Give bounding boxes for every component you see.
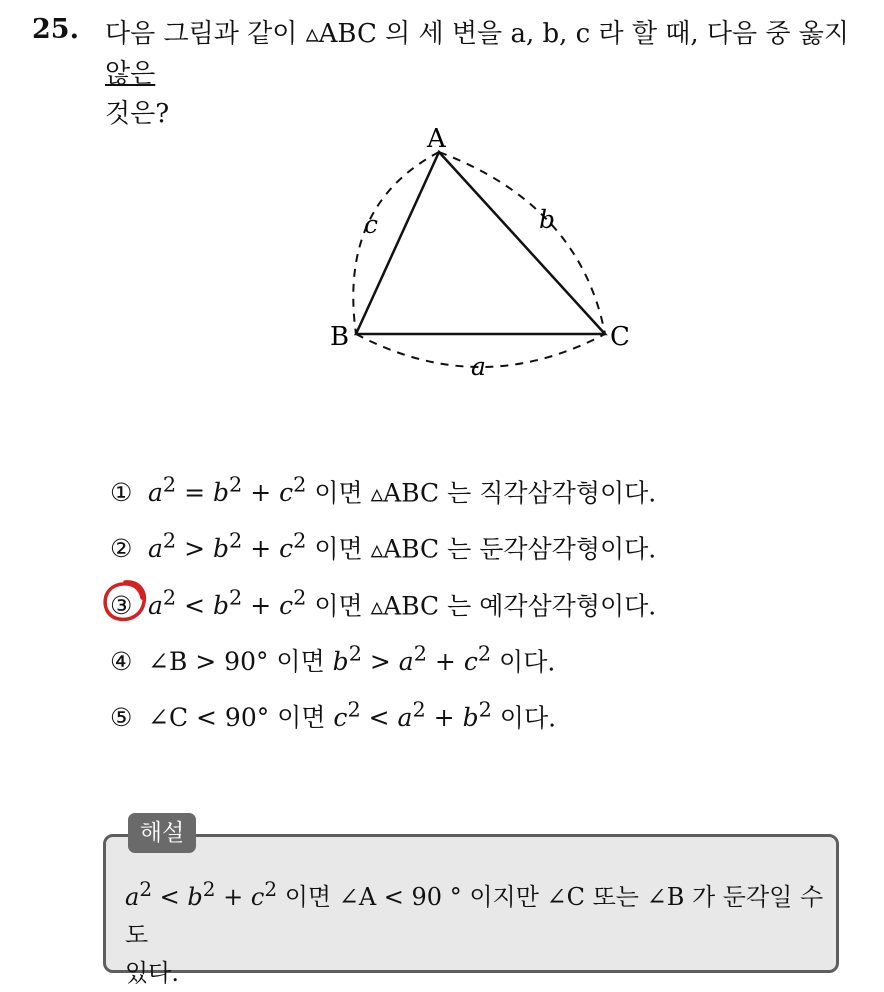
choice-number: ④	[110, 647, 133, 677]
triangle-abc	[356, 152, 605, 334]
choice-1[interactable]	[110, 473, 656, 509]
question-number: 25.	[32, 14, 79, 45]
choice-2[interactable]	[110, 529, 656, 565]
choice-number: ②	[110, 534, 133, 564]
choice-number: ③	[110, 591, 133, 621]
explanation-line-2: 있다.	[125, 959, 179, 987]
side-label-a: a	[471, 352, 486, 381]
choice-3[interactable]	[110, 586, 656, 622]
choice-formula: $a^2 > b^2 + c^2$	[148, 529, 307, 564]
vertex-label-b: B	[330, 322, 350, 352]
choice-text: 이면 ▵ABC 는 예각삼각형이다.	[306, 591, 657, 621]
choice-text: 이면 ▵ABC 는 둔각삼각형이다.	[306, 534, 657, 564]
choice-number: ①	[110, 478, 133, 508]
choice-number: ⑤	[110, 703, 133, 733]
choice-formula: ∠B > 90° 이면 $b^2 > a^2 + c^2$	[148, 642, 492, 677]
answer-circle-mark	[101, 578, 149, 624]
choice-formula: $a^2 < b^2 + c^2$	[148, 586, 307, 621]
question-text-main: 다음 그림과 같이 ▵ABC 의 세 변을 a, b, c 라 할 때, 다음 중 옳지	[105, 19, 849, 49]
explanation-text	[125, 870, 825, 992]
explanation-tag: 해설	[128, 813, 196, 853]
choice-text: 이면 ▵ABC 는 직각삼각형이다.	[306, 478, 657, 508]
explanation-formula: $a^2 < b^2 + c^2$	[125, 877, 278, 911]
choice-text: 이다.	[491, 647, 556, 677]
question-underlined-word: 않은	[105, 59, 156, 89]
choice-text: 이다.	[491, 703, 557, 733]
vertex-label-c: C	[610, 322, 630, 352]
question-text-end: 것은?	[105, 99, 170, 129]
choice-5[interactable]	[110, 698, 556, 734]
side-label-c: c	[364, 210, 379, 239]
choice-formula: ∠C < 90° 이면 $c^2 < a^2 + b^2$	[148, 698, 492, 733]
choice-4[interactable]	[110, 642, 555, 678]
choice-formula: $a^2 = b^2 + c^2$	[148, 473, 307, 508]
triangle-figure	[300, 110, 660, 400]
side-label-b: b	[539, 205, 556, 234]
vertex-label-a: A	[427, 124, 446, 154]
explanation-line-1: 이면 ∠A < 90 ° 이지만 ∠C 또는 ∠B 가 둔각일 수도	[125, 883, 824, 949]
